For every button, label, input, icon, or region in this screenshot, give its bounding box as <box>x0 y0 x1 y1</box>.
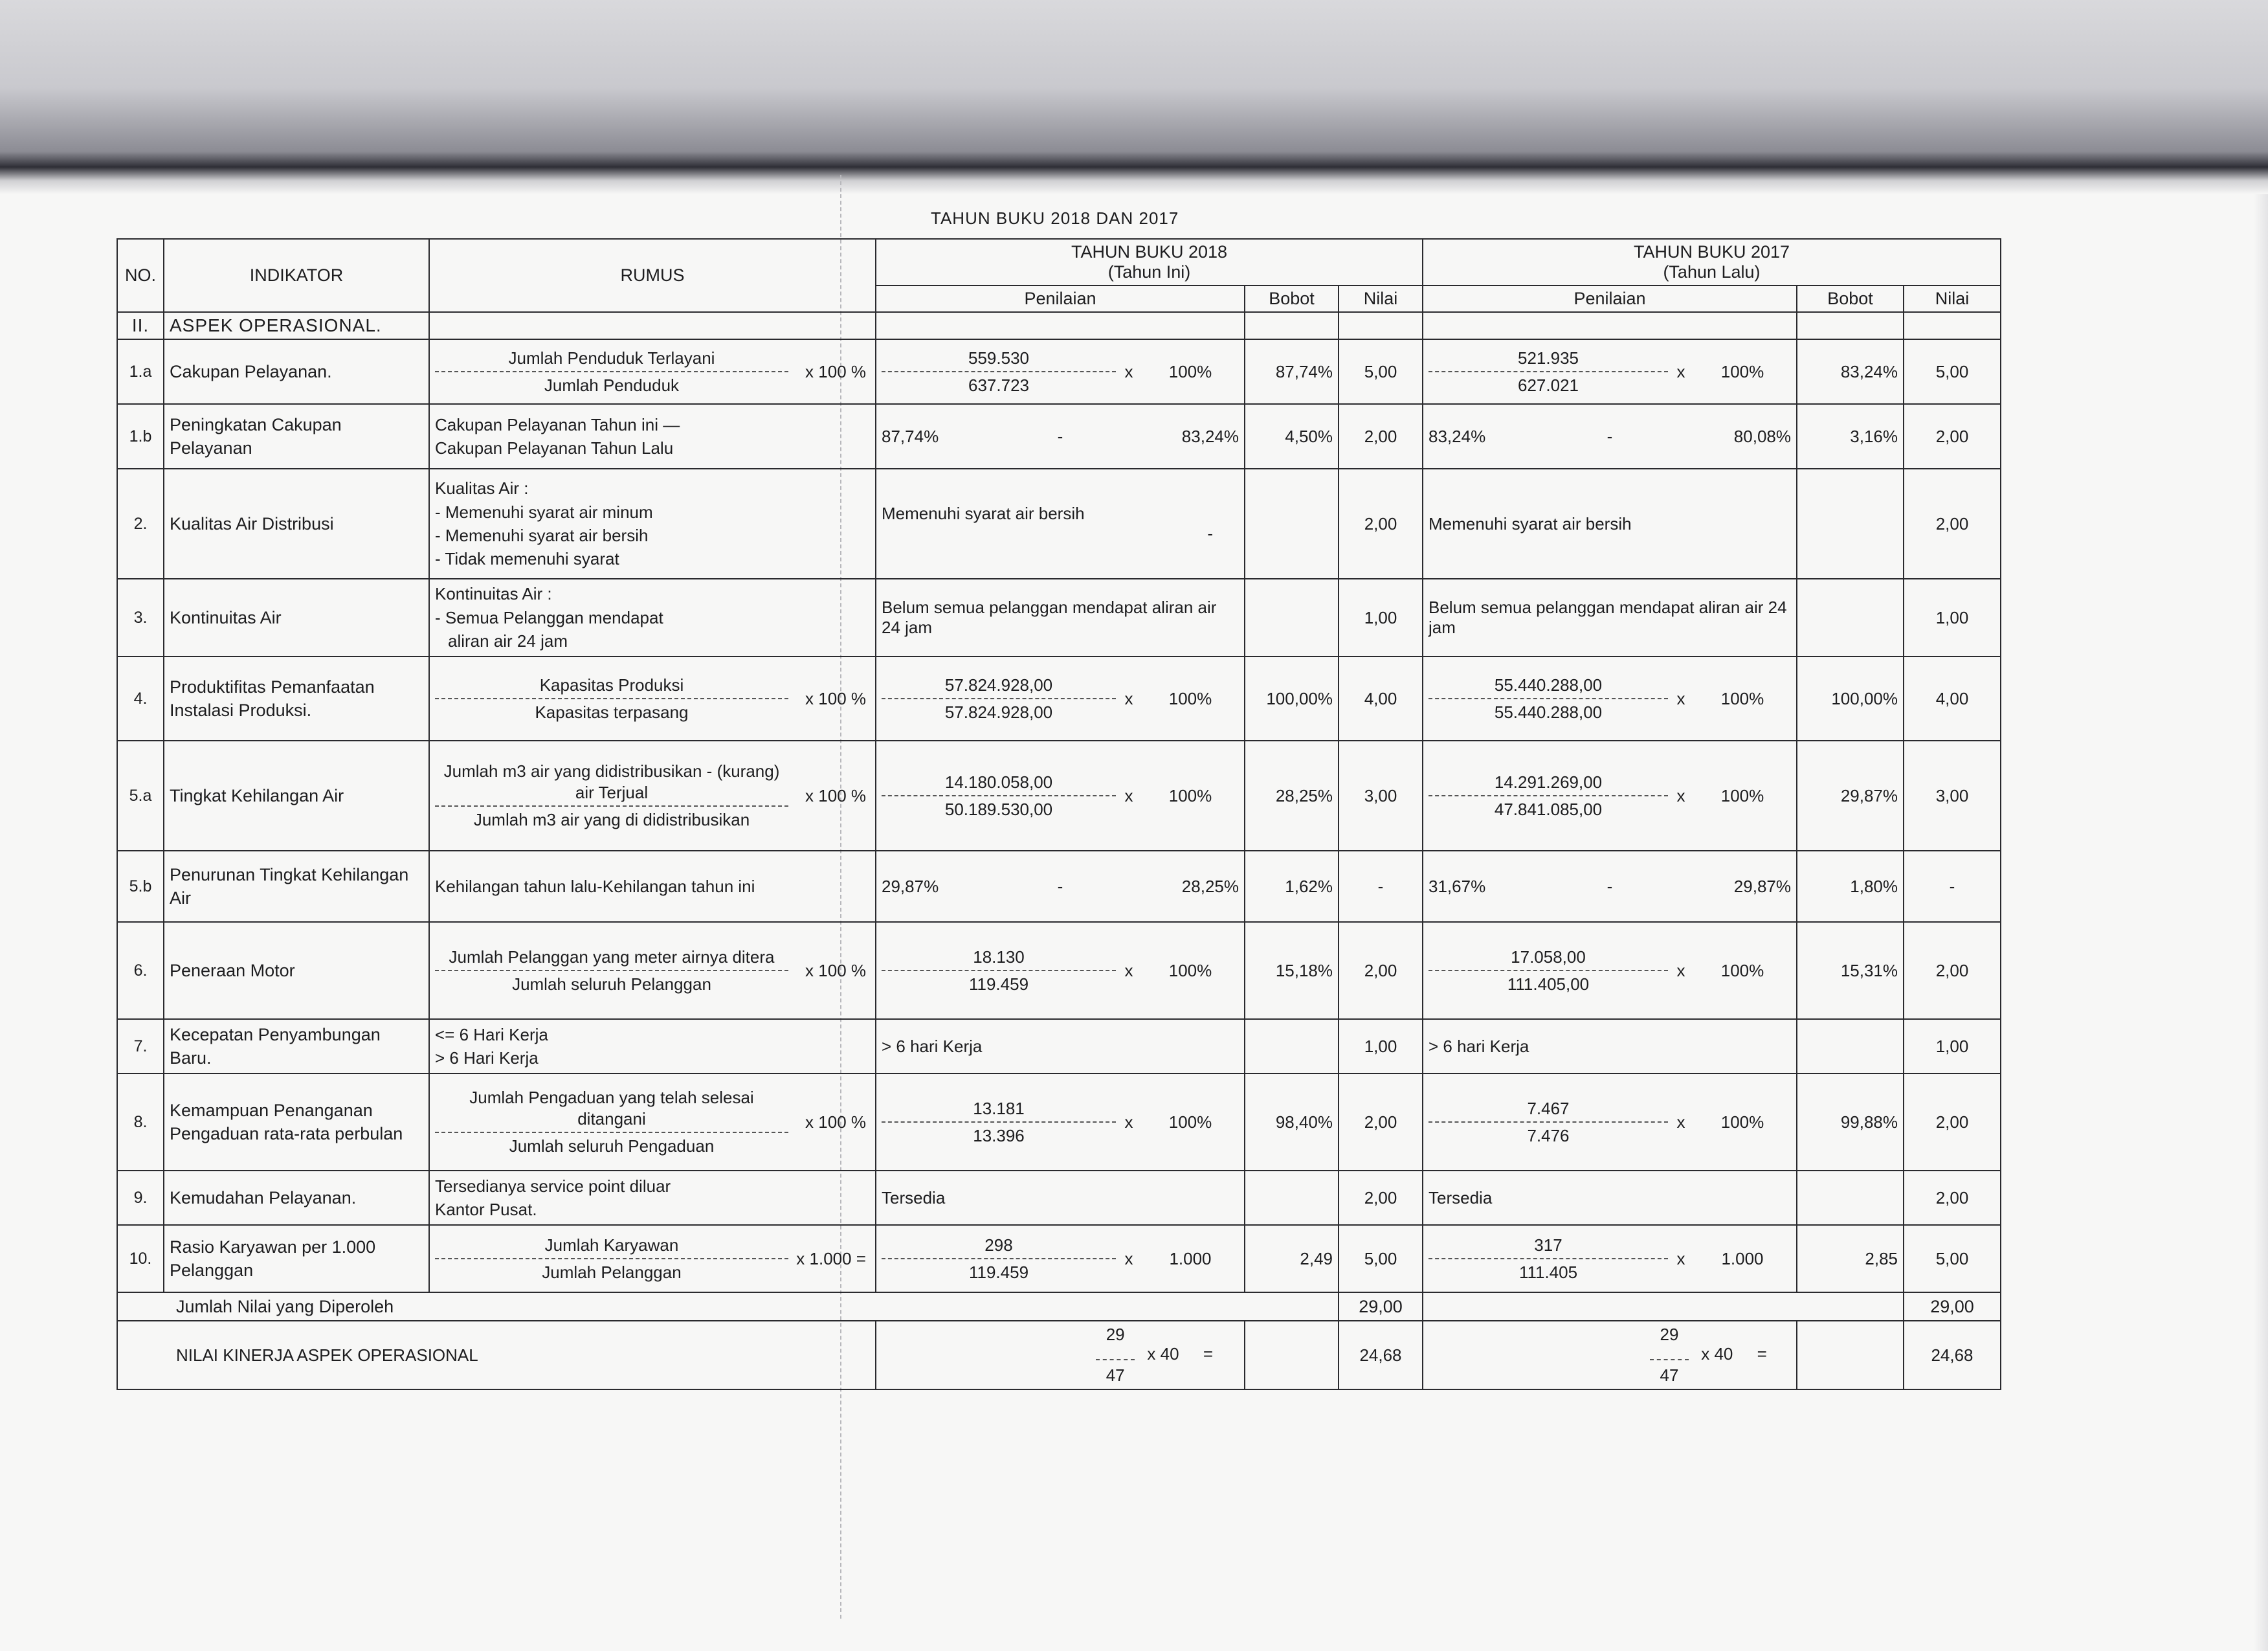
rumus-line: Kantor Pusat. <box>435 1200 537 1219</box>
rumus-mul: x 100 % <box>805 361 866 381</box>
p17-num: 521.935 <box>1518 348 1579 368</box>
operational-table <box>117 238 2001 1390</box>
row-no: 5.a <box>117 741 164 851</box>
nilai-2018: 2,00 <box>1339 1171 1423 1225</box>
rumus-den: Jumlah Penduduk <box>544 376 680 395</box>
p18-num: 18.130 <box>973 947 1025 967</box>
rumus-line: > 6 Hari Kerja <box>435 1048 539 1068</box>
p17-x: x <box>1676 1248 1685 1268</box>
p18-extra: - <box>1207 524 1213 543</box>
table-row <box>117 1019 2001 1073</box>
p18-x: x <box>1124 960 1133 980</box>
rumus-line: Kualitas Air : <box>435 478 529 499</box>
table-row <box>117 1225 2001 1292</box>
rumus-num: Jumlah Penduduk Terlayani <box>508 348 715 368</box>
bobot-2017: 99,88% <box>1797 1073 1904 1171</box>
kinerja-eq-2018: = <box>1203 1343 1213 1364</box>
kinerja-mul-2017: x 40 <box>1701 1343 1733 1364</box>
penilaian-2017 <box>1423 339 1797 404</box>
p17-num: 317 <box>1534 1235 1562 1255</box>
bobot-2017: 83,24% <box>1797 339 1904 404</box>
rumus-line: Tersedianya service point diluar <box>435 1176 671 1196</box>
kinerja-label: NILAI KINERJA ASPEK OPERASIONAL <box>117 1321 876 1389</box>
nilai-2017: 5,00 <box>1904 1225 2001 1292</box>
rumus-line: Cakupan Pelayanan Tahun ini — <box>435 414 680 434</box>
p18-pct: 100% <box>1168 361 1212 381</box>
rumus-line: - Memenuhi syarat air bersih <box>435 526 649 545</box>
row-rumus <box>429 1171 876 1225</box>
p17-x: x <box>1676 1112 1685 1132</box>
page-title: TAHUN BUKU 2018 DAN 2017 <box>931 208 1179 228</box>
penilaian-2017: Memenuhi syarat air bersih <box>1423 469 1797 579</box>
p18-den: 119.459 <box>968 1263 1029 1282</box>
penilaian-2018 <box>876 851 1245 922</box>
nilai-2018: 2,00 <box>1339 469 1423 579</box>
bobot-2017: 29,87% <box>1797 741 1904 851</box>
p17-den: 7.476 <box>1527 1126 1570 1145</box>
p18-pct: 100% <box>1168 785 1212 805</box>
header-2018-sub: (Tahun Ini) <box>1107 262 1191 282</box>
rumus-mul: x 100 % <box>805 785 866 805</box>
rumus-mul: x 1.000 = <box>796 1248 866 1268</box>
kinerja-mul-2018: x 40 <box>1147 1343 1179 1364</box>
p17-den: 111.405,00 <box>1507 974 1590 994</box>
row-no: 1.a <box>117 339 164 404</box>
p18-x: x <box>1124 785 1133 805</box>
nilai-2017: 3,00 <box>1904 741 2001 851</box>
nilai-2018: 1,00 <box>1339 579 1423 657</box>
nilai-2017: 2,00 <box>1904 1073 2001 1171</box>
row-rumus: Kehilangan tahun lalu-Kehilangan tahun ini <box>429 851 876 922</box>
table-row <box>117 339 2001 404</box>
header-nilai-2017: Nilai <box>1904 286 2001 312</box>
penilaian-2018 <box>876 922 1245 1019</box>
nilai-2017: 5,00 <box>1904 339 2001 404</box>
penilaian-2017 <box>1423 851 1797 922</box>
section-label: ASPEK OPERASIONAL. <box>164 312 429 339</box>
kinerja-formula-2017 <box>1423 1321 1797 1389</box>
rumus-mul: x 100 % <box>805 688 866 708</box>
kinerja-row <box>117 1321 2001 1389</box>
penilaian-2018 <box>876 741 1245 851</box>
rumus-den: Jumlah seluruh Pelanggan <box>512 974 711 994</box>
nilai-2017: 2,00 <box>1904 469 2001 579</box>
rumus-num: Jumlah Pengaduan yang telah selesai ditangani <box>469 1088 754 1129</box>
p17-num: 55.440.288,00 <box>1494 675 1603 695</box>
row-rumus <box>429 339 876 404</box>
p18-text: Memenuhi syarat air bersih <box>882 504 1085 523</box>
kinerja-eq-2017: = <box>1757 1343 1767 1364</box>
row-rumus <box>429 404 876 469</box>
table-row <box>117 404 2001 469</box>
rumus-den: Jumlah Pelanggan <box>542 1263 682 1282</box>
p17-b: 29,87% <box>1733 876 1791 896</box>
row-indikator: Penurunan Tingkat Kehilangan Air <box>164 851 429 922</box>
penilaian-2017: Tersedia <box>1423 1171 1797 1225</box>
p17-x: x <box>1676 785 1685 805</box>
rumus-num: Jumlah m3 air yang didistribusikan - (kurang) air Terjual <box>443 761 780 802</box>
header-bobot-2017: Bobot <box>1797 286 1904 312</box>
row-indikator: Cakupan Pelayanan. <box>164 339 429 404</box>
p18-x: x <box>1124 1248 1133 1268</box>
bobot-2018: 87,74% <box>1245 339 1339 404</box>
header-nilai-2018: Nilai <box>1339 286 1423 312</box>
penilaian-2018: Tersedia <box>876 1171 1245 1225</box>
row-indikator: Kontinuitas Air <box>164 579 429 657</box>
rumus-line: - Tidak memenuhi syarat <box>435 549 619 569</box>
p17-num: 14.291.269,00 <box>1494 772 1603 792</box>
rumus-den: Jumlah seluruh Pengaduan <box>509 1136 715 1156</box>
table-row <box>117 741 2001 851</box>
scan-edge <box>2254 194 2268 1651</box>
p18-pct: 100% <box>1168 960 1212 980</box>
rumus-mul: x 100 % <box>805 960 866 980</box>
kinerja-den-2018: 47 <box>1106 1365 1125 1385</box>
p18-op: - <box>1057 426 1063 446</box>
penilaian-2017 <box>1423 657 1797 741</box>
rumus-line: <= 6 Hari Kerja <box>435 1024 548 1044</box>
row-no: 8. <box>117 1073 164 1171</box>
header-2018 <box>876 239 1423 286</box>
total-nilai-2017: 29,00 <box>1904 1292 2001 1321</box>
p18-den: 50.189.530,00 <box>944 800 1053 819</box>
table-row <box>117 469 2001 579</box>
rumus-num: Jumlah Karyawan <box>544 1235 679 1255</box>
bobot-2018: 2,49 <box>1245 1225 1339 1292</box>
row-no: 5.b <box>117 851 164 922</box>
p17-op: - <box>1606 876 1613 896</box>
nilai-2018: 2,00 <box>1339 1073 1423 1171</box>
header-no: NO. <box>117 239 164 312</box>
rumus-line: aliran air 24 jam <box>448 631 568 651</box>
p18-den: 57.824.928,00 <box>944 702 1053 722</box>
p17-op: - <box>1606 426 1613 446</box>
bobot-2018: 1,62% <box>1245 851 1339 922</box>
total-row <box>117 1292 2001 1321</box>
penilaian-2018 <box>876 339 1245 404</box>
p18-den: 119.459 <box>968 974 1029 994</box>
bobot-2017: 2,85 <box>1797 1225 1904 1292</box>
table-row <box>117 1073 2001 1171</box>
row-no: 6. <box>117 922 164 1019</box>
row-rumus <box>429 741 876 851</box>
row-indikator: Kemudahan Pelayanan. <box>164 1171 429 1225</box>
header-2017 <box>1423 239 2001 286</box>
bobot-2017: 100,00% <box>1797 657 1904 741</box>
p18-den: 637.723 <box>968 376 1029 395</box>
row-indikator: Tingkat Kehilangan Air <box>164 741 429 851</box>
nilai-2017: 2,00 <box>1904 404 2001 469</box>
row-indikator: Rasio Karyawan per 1.000 Pelanggan <box>164 1225 429 1292</box>
row-no: 9. <box>117 1171 164 1225</box>
nilai-2017: 1,00 <box>1904 579 2001 657</box>
nilai-2017: - <box>1904 851 2001 922</box>
p18-num: 13.181 <box>973 1098 1025 1118</box>
p18-pct: 1.000 <box>1169 1248 1212 1268</box>
table-row <box>117 657 2001 741</box>
rumus-den: Jumlah m3 air yang di didistribusikan <box>473 810 750 830</box>
scan-shadow <box>0 0 2268 194</box>
p17-den: 55.440.288,00 <box>1494 702 1603 722</box>
penilaian-2018 <box>876 1073 1245 1171</box>
table-row <box>117 922 2001 1019</box>
p18-a: 87,74% <box>882 426 939 446</box>
penilaian-2017 <box>1423 922 1797 1019</box>
p17-pct: 100% <box>1720 785 1764 805</box>
bobot-2018: 28,25% <box>1245 741 1339 851</box>
header-penilaian-2017: Penilaian <box>1423 286 1797 312</box>
p18-op: - <box>1057 876 1063 896</box>
nilai-2017: 2,00 <box>1904 1171 2001 1225</box>
row-rumus <box>429 922 876 1019</box>
header-2017-sub: (Tahun Lalu) <box>1663 262 1761 282</box>
bobot-2018: 4,50% <box>1245 404 1339 469</box>
total-label: Jumlah Nilai yang Diperoleh <box>117 1292 1339 1321</box>
penilaian-2018: Belum semua pelanggan mendapat aliran air 24 jam <box>876 579 1245 657</box>
bobot-2018: 15,18% <box>1245 922 1339 1019</box>
nilai-2017: 4,00 <box>1904 657 2001 741</box>
row-indikator: Kecepatan Penyambungan Baru. <box>164 1019 429 1073</box>
row-indikator: Peneraan Motor <box>164 922 429 1019</box>
p17-pct: 100% <box>1720 960 1764 980</box>
p18-x: x <box>1124 1112 1133 1132</box>
p18-x: x <box>1124 688 1133 708</box>
row-indikator: Kualitas Air Distribusi <box>164 469 429 579</box>
bobot-2017: 15,31% <box>1797 922 1904 1019</box>
nilai-2018: 5,00 <box>1339 339 1423 404</box>
header-2017-title: TAHUN BUKU 2017 <box>1633 242 1790 262</box>
nilai-2018: 3,00 <box>1339 741 1423 851</box>
p17-den: 47.841.085,00 <box>1494 800 1603 819</box>
nilai-2018: 1,00 <box>1339 1019 1423 1073</box>
kinerja-nilai-2018: 24,68 <box>1339 1321 1423 1389</box>
nilai-2018: 2,00 <box>1339 404 1423 469</box>
nilai-2018: 2,00 <box>1339 922 1423 1019</box>
p17-x: x <box>1676 361 1685 381</box>
p18-den: 13.396 <box>973 1126 1025 1145</box>
p18-num: 14.180.058,00 <box>944 772 1053 792</box>
p18-num: 298 <box>984 1235 1013 1255</box>
bobot-2018: 100,00% <box>1245 657 1339 741</box>
p18-num: 559.530 <box>968 348 1029 368</box>
header-bobot-2018: Bobot <box>1245 286 1339 312</box>
p17-den: 111.405 <box>1518 1263 1578 1282</box>
p17-pct: 1.000 <box>1721 1248 1764 1268</box>
p17-pct: 100% <box>1720 361 1764 381</box>
row-indikator: Peningkatan Cakupan Pelayanan <box>164 404 429 469</box>
section-row <box>117 312 2001 339</box>
p17-b: 80,08% <box>1733 426 1791 446</box>
row-no: 4. <box>117 657 164 741</box>
bobot-2017: 3,16% <box>1797 404 1904 469</box>
header-penilaian-2018: Penilaian <box>876 286 1245 312</box>
header-row <box>117 239 2001 286</box>
penilaian-2018 <box>876 469 1245 579</box>
row-rumus <box>429 1019 876 1073</box>
row-rumus <box>429 1225 876 1292</box>
rumus-mul: x 100 % <box>805 1112 866 1132</box>
penilaian-2017: Belum semua pelanggan mendapat aliran air 24 jam <box>1423 579 1797 657</box>
penilaian-2018: > 6 hari Kerja <box>876 1019 1245 1073</box>
rumus-line: - Memenuhi syarat air minum <box>435 502 653 522</box>
row-rumus <box>429 657 876 741</box>
nilai-2018: 4,00 <box>1339 657 1423 741</box>
penilaian-2017 <box>1423 404 1797 469</box>
rumus-line: - Semua Pelanggan mendapat <box>435 607 663 627</box>
kinerja-nilai-2017: 24,68 <box>1904 1321 2001 1389</box>
row-no: 3. <box>117 579 164 657</box>
penilaian-2017 <box>1423 741 1797 851</box>
bobot-2018: 98,40% <box>1245 1073 1339 1171</box>
p18-b: 28,25% <box>1181 876 1239 896</box>
p17-pct: 100% <box>1720 1112 1764 1132</box>
header-rumus: RUMUS <box>429 239 876 312</box>
nilai-2017: 2,00 <box>1904 922 2001 1019</box>
nilai-2018: - <box>1339 851 1423 922</box>
p18-x: x <box>1124 361 1133 381</box>
row-no: 1.b <box>117 404 164 469</box>
row-rumus <box>429 1073 876 1171</box>
table-row <box>117 579 2001 657</box>
table-row <box>117 1171 2001 1225</box>
p17-x: x <box>1676 960 1685 980</box>
row-no: 10. <box>117 1225 164 1292</box>
penilaian-2018 <box>876 404 1245 469</box>
rumus-line: Cakupan Pelayanan Tahun Lalu <box>435 438 674 458</box>
penilaian-2018 <box>876 657 1245 741</box>
p17-a: 83,24% <box>1429 426 1486 446</box>
p18-pct: 100% <box>1168 1112 1212 1132</box>
p17-den: 627.021 <box>1518 376 1579 395</box>
header-indikator: INDIKATOR <box>164 239 429 312</box>
rumus-line: Kontinuitas Air : <box>435 584 552 604</box>
p17-a: 31,67% <box>1429 876 1486 896</box>
p18-pct: 100% <box>1168 688 1212 708</box>
row-no: 7. <box>117 1019 164 1073</box>
row-no: 2. <box>117 469 164 579</box>
row-rumus <box>429 469 876 579</box>
p18-num: 57.824.928,00 <box>944 675 1053 695</box>
p18-b: 83,24% <box>1181 426 1239 446</box>
rumus-num: Jumlah Pelanggan yang meter airnya ditera <box>449 947 775 967</box>
p17-num: 17.058,00 <box>1511 947 1586 967</box>
kinerja-den-2017: 47 <box>1660 1365 1679 1385</box>
p17-pct: 100% <box>1720 688 1764 708</box>
rumus-den: Kapasitas terpasang <box>535 702 689 722</box>
table-row <box>117 851 2001 922</box>
penilaian-2017: > 6 hari Kerja <box>1423 1019 1797 1073</box>
penilaian-2017 <box>1423 1073 1797 1171</box>
bobot-2017: 1,80% <box>1797 851 1904 922</box>
penilaian-2018 <box>876 1225 1245 1292</box>
p18-a: 29,87% <box>882 876 939 896</box>
kinerja-formula-2018 <box>876 1321 1245 1389</box>
nilai-2017: 1,00 <box>1904 1019 2001 1073</box>
section-no: II. <box>117 312 164 339</box>
rumus-num: Kapasitas Produksi <box>539 675 684 695</box>
row-indikator: Produktifitas Pemanfaatan Instalasi Produksi. <box>164 657 429 741</box>
row-rumus <box>429 579 876 657</box>
kinerja-num-2017: 29 <box>1660 1325 1679 1345</box>
penilaian-2017 <box>1423 1225 1797 1292</box>
total-nilai-2018: 29,00 <box>1339 1292 1423 1321</box>
nilai-2018: 5,00 <box>1339 1225 1423 1292</box>
p17-num: 7.467 <box>1527 1098 1570 1118</box>
header-2018-title: TAHUN BUKU 2018 <box>1071 242 1228 262</box>
row-indikator: Kemampuan Penanganan Pengaduan rata-rata perbulan <box>164 1073 429 1171</box>
kinerja-num-2018: 29 <box>1106 1325 1125 1345</box>
p17-x: x <box>1676 688 1685 708</box>
